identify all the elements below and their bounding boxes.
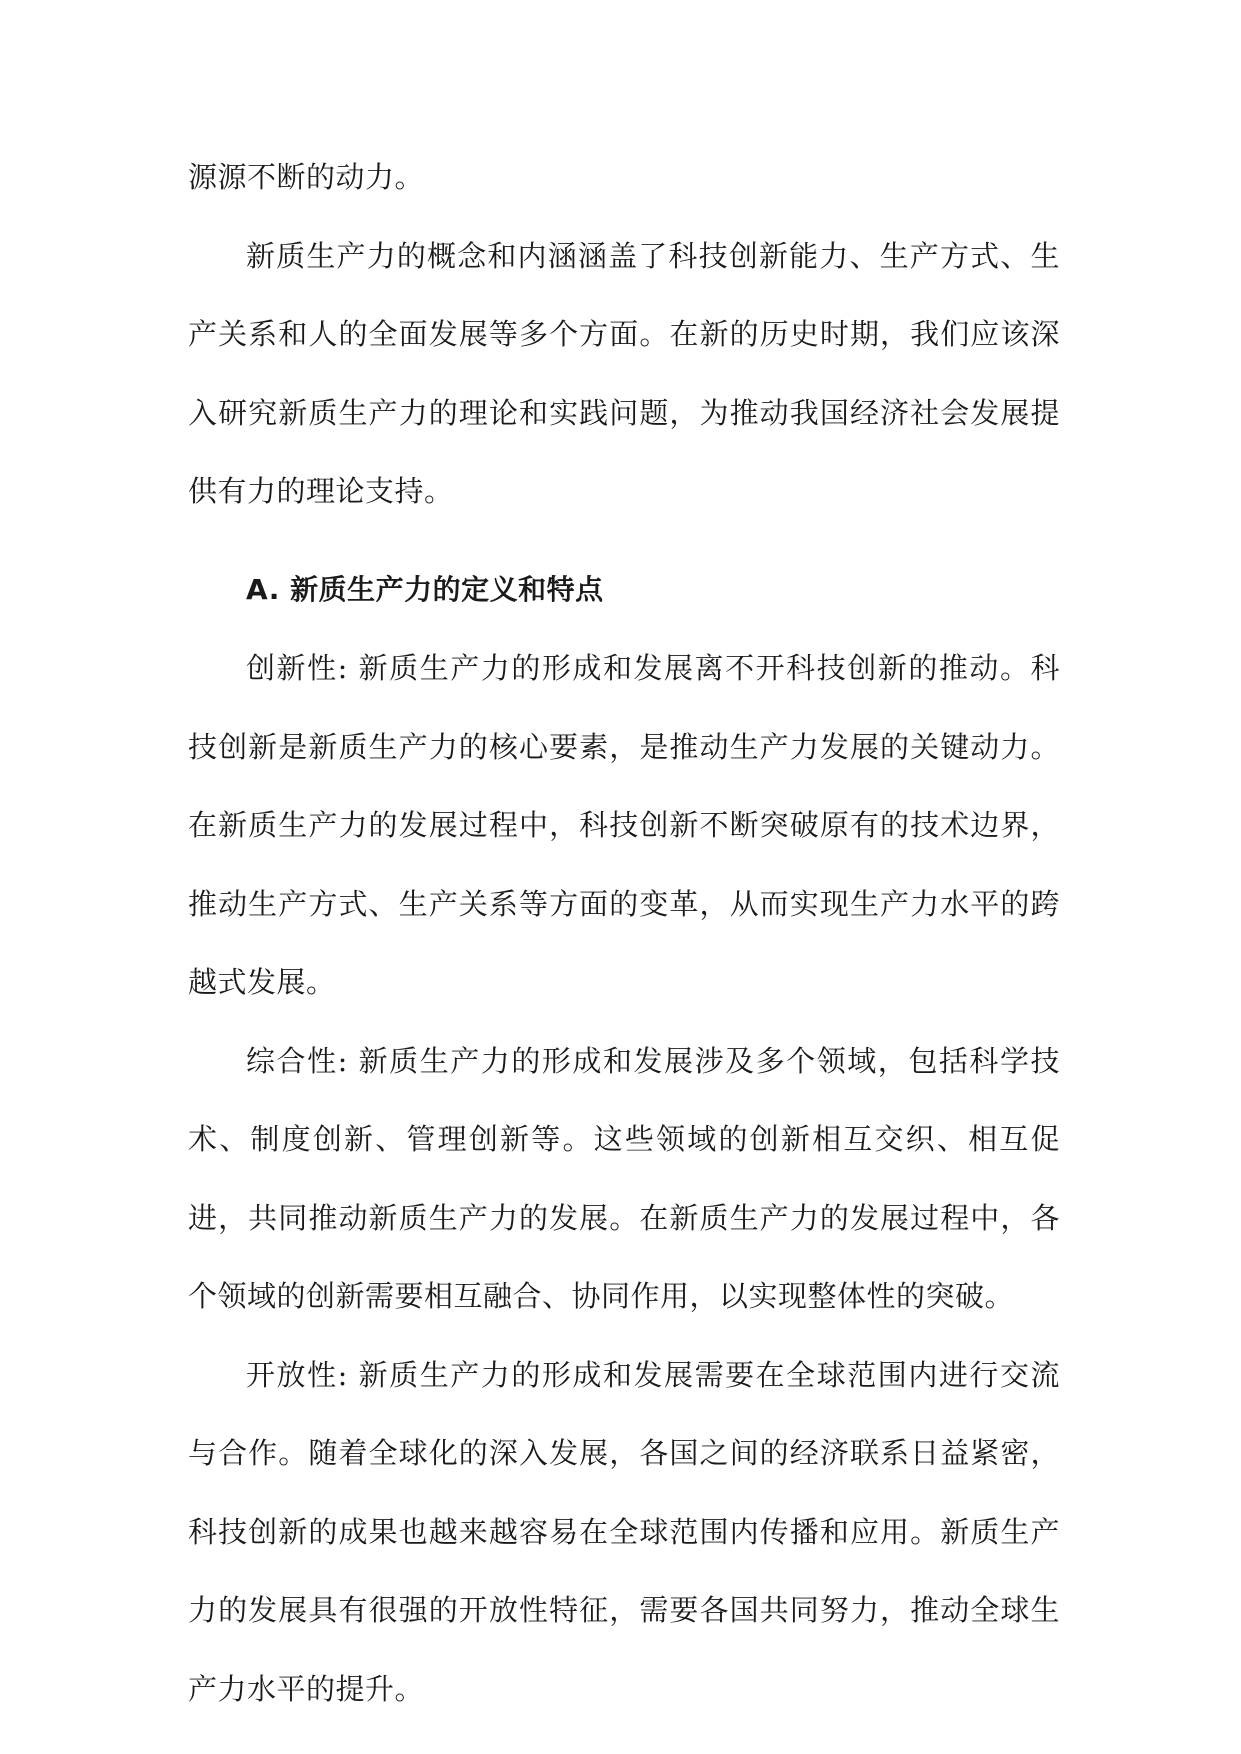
section-heading: A. 新质生产力的定义和特点 <box>246 572 604 606</box>
term-innovation: 创新性: <box>246 651 348 685</box>
text-openness: 新质生产力的形成和发展需要在全球范围内进行交流与合作。随着全球化的深入发展，各国之间的经济联系日益紧密，科技创新的成果也越来越容易在全球范围内传播和应用。新质生产力的发展具有很强的开放性特征，需要各国共同努力，推动全球生产力水平的提升。 <box>188 1357 1060 1706</box>
paragraph-concept: 新质生产力的概念和内涵涵盖了科技创新能力、生产方式、生产关系和人的全面发展等多个方面。在新的历史时期，我们应该深入研究新质生产力的理论和实践问题，为推动我国经济社会发展提供有力的理论支持。 <box>188 238 1060 508</box>
term-comprehensive: 综合性: <box>246 1043 348 1078</box>
paragraph-innovation <box>188 629 1060 1022</box>
paragraph-openness <box>188 1336 1060 1729</box>
document-body <box>188 138 1060 1728</box>
paragraph-continuation: 源源不断的动力。 <box>188 160 425 194</box>
term-openness: 开放性: <box>246 1357 348 1392</box>
text-innovation: 新质生产力的形成和发展离不开科技创新的推动。科技创新是新质生产力的核心要素，是推动生产力发展的关键动力。在新质生产力的发展过程中，科技创新不断突破原有的技术边界，推动生产方式、生产关系等方面的变革，从而实现生产力水平的跨越式发展。 <box>188 651 1060 999</box>
text-comprehensive: 新质生产力的形成和发展涉及多个领域，包括科学技术、制度创新、管理创新等。这些领域的创新相互交织、相互促进，共同推动新质生产力的发展。在新质生产力的发展过程中，各个领域的创新需要相互融合、协同作用，以实现整体性的突破。 <box>188 1043 1060 1313</box>
paragraph-comprehensive <box>188 1022 1060 1336</box>
